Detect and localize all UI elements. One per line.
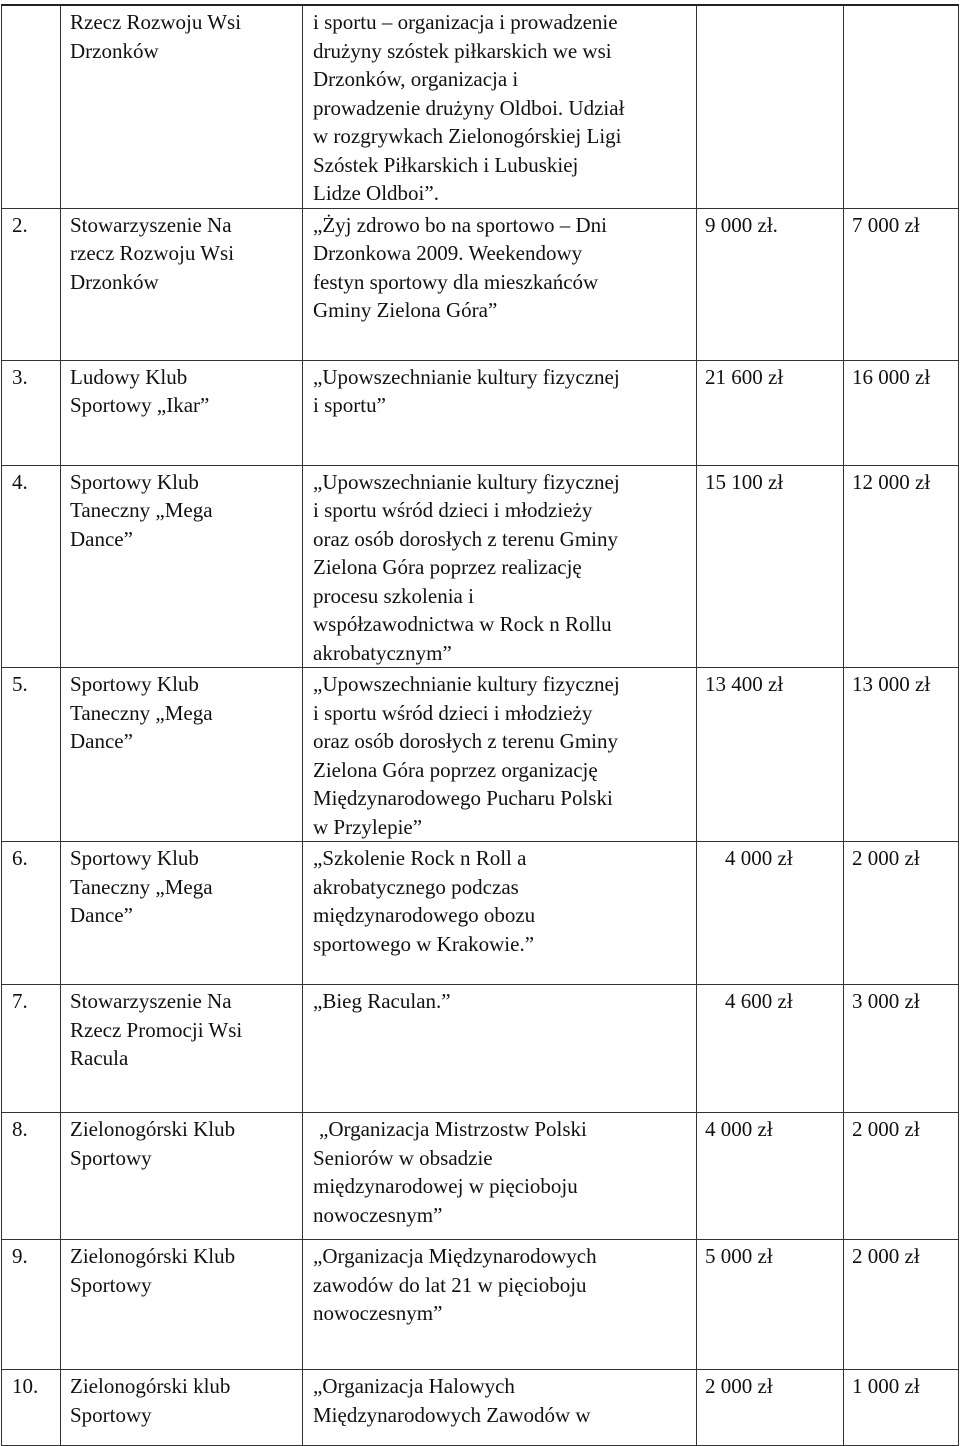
- project-cell: [303, 668, 697, 842]
- granted-amount: [844, 842, 959, 985]
- granted-amount: [844, 1370, 959, 1446]
- project-line: zawodów do lat 21 w pięcioboju: [313, 1272, 587, 1297]
- project-line: „Upowszechnianie kultury fizycznej: [313, 469, 620, 494]
- table-row: [2, 842, 959, 985]
- organization-line: Sportowy Klub: [70, 672, 199, 696]
- row-number-text: 3.: [12, 364, 28, 389]
- granted-amount: [844, 5, 959, 208]
- granted-amount-text: 2 000 zł: [852, 846, 920, 870]
- organization-line: Zielonogórski klub: [70, 1374, 231, 1398]
- project-line: i sportu”: [313, 393, 386, 417]
- project-line: w rozgrywkach Zielonogórskiej Ligi: [313, 124, 622, 148]
- project-line: oraz osób dorosłych z terenu Gminy: [313, 526, 619, 551]
- requested-amount-text: 4 600 zł: [725, 989, 793, 1013]
- row-number-text: 10.: [12, 1374, 39, 1398]
- project-line: w Przylepie”: [313, 814, 423, 839]
- organization-cell: [61, 465, 303, 668]
- row-number-text: 8.: [12, 1117, 28, 1141]
- project-line: „Upowszechnianie kultury fizycznej: [313, 364, 620, 389]
- organization-line: Rzecz Promocji Wsi: [70, 1017, 243, 1042]
- organization-line: Rzecz Rozwoju Wsi: [70, 10, 242, 34]
- granted-amount: [844, 1240, 959, 1370]
- requested-amount-text: 4 000 zł: [705, 1117, 773, 1141]
- requested-amount-text: 13 400 zł: [705, 672, 784, 696]
- organization-cell: [61, 842, 303, 985]
- requested-amount: [697, 5, 844, 208]
- project-line: współzawodnictwa w Rock n Rollu: [313, 612, 612, 636]
- organization-cell: [61, 5, 303, 208]
- row-number: [2, 465, 61, 668]
- project-cell: [303, 465, 697, 668]
- project-line: akrobatycznym”: [313, 640, 452, 665]
- granted-amount-text: 16 000 zł: [852, 364, 931, 389]
- project-line: prowadzenie drużyny Oldboi. Udział: [313, 95, 625, 120]
- requested-amount-text: 5 000 zł: [705, 1244, 773, 1268]
- project-line: Międzynarodowych Zawodów w: [313, 1402, 591, 1427]
- organization-cell: [61, 360, 303, 465]
- requested-amount: [697, 1240, 844, 1370]
- table-row: [2, 5, 959, 208]
- requested-amount: [697, 1370, 844, 1446]
- project-line: Seniorów w obsadzie: [313, 1145, 493, 1170]
- project-line: „Upowszechnianie kultury fizycznej: [313, 672, 620, 696]
- granted-amount-text: 12 000 zł: [852, 469, 931, 494]
- organization-line: Zielonogórski Klub: [70, 1244, 236, 1268]
- project-line: festyn sportowy dla mieszkańców: [313, 269, 599, 294]
- project-cell: [303, 985, 697, 1113]
- granted-amount: [844, 985, 959, 1113]
- row-number-text: 4.: [12, 469, 28, 494]
- project-line: „Organizacja Międzynarodowych: [313, 1244, 597, 1268]
- project-line: „Żyj zdrowo bo na sportowo – Dni: [313, 212, 607, 237]
- table-row: [2, 1370, 959, 1446]
- project-line: Szóstek Piłkarskich i Lubuskiej: [313, 152, 579, 177]
- project-line: „Organizacja Halowych: [313, 1374, 515, 1398]
- table-row: [2, 985, 959, 1113]
- project-cell: [303, 842, 697, 985]
- project-cell: [303, 1370, 697, 1446]
- granted-amount-text: 1 000 zł: [852, 1374, 920, 1398]
- granted-amount: [844, 668, 959, 842]
- table-row: [2, 1240, 959, 1370]
- organization-line: Sportowy „Ikar”: [70, 393, 210, 417]
- table-row: [2, 1113, 959, 1240]
- project-line: i sportu – organizacja i prowadzenie: [313, 10, 618, 34]
- project-line: Zielona Góra poprzez realizację: [313, 555, 582, 579]
- organization-line: Stowarzyszenie Na: [70, 212, 232, 237]
- project-cell: [303, 208, 697, 360]
- project-line: Zielona Góra poprzez organizację: [313, 757, 598, 782]
- organization-line: Sportowy: [70, 1145, 152, 1170]
- organization-line: Zielonogórski Klub: [70, 1117, 236, 1141]
- row-number: [2, 1240, 61, 1370]
- organization-cell: [61, 208, 303, 360]
- organization-line: Drzonków: [70, 38, 159, 63]
- project-line: oraz osób dorosłych z terenu Gminy: [313, 729, 619, 753]
- table-row: [2, 208, 959, 360]
- organization-line: Sportowy: [70, 1272, 152, 1297]
- row-number-text: 7.: [12, 989, 28, 1013]
- row-number: [2, 842, 61, 985]
- organization-line: rzecz Rozwoju Wsi: [70, 241, 235, 265]
- organization-line: Dance”: [70, 526, 133, 551]
- organization-line: Stowarzyszenie Na: [70, 989, 232, 1013]
- granted-amount: [844, 208, 959, 360]
- table-row: [2, 668, 959, 842]
- organization-cell: [61, 668, 303, 842]
- organization-line: Drzonków: [70, 269, 159, 294]
- organization-line: Sportowy Klub: [70, 469, 199, 494]
- row-number-text: 6.: [12, 846, 28, 870]
- project-line: akrobatycznego podczas: [313, 874, 519, 899]
- organization-line: Taneczny „Mega: [70, 498, 213, 522]
- row-number: [2, 1370, 61, 1446]
- requested-amount-text: 21 600 zł: [705, 364, 784, 389]
- requested-amount: [697, 985, 844, 1113]
- project-cell: [303, 1113, 697, 1240]
- granted-amount: [844, 1113, 959, 1240]
- requested-amount-text: 15 100 zł: [705, 469, 784, 494]
- granted-amount-text: 2 000 zł: [852, 1117, 920, 1141]
- project-cell: [303, 5, 697, 208]
- project-line: Gminy Zielona Góra”: [313, 298, 498, 322]
- organization-line: Racula: [70, 1046, 129, 1070]
- organization-line: Taneczny „Mega: [70, 700, 213, 725]
- project-line: Drzonków, organizacja i: [313, 67, 519, 91]
- grants-table: [1, 4, 959, 1446]
- project-line: i sportu wśród dzieci i młodzieży: [313, 498, 593, 522]
- organization-cell: [61, 1370, 303, 1446]
- project-line: „Bieg Raculan.”: [313, 989, 451, 1013]
- granted-amount: [844, 465, 959, 668]
- project-line: „Szkolenie Rock n Roll a: [313, 846, 527, 870]
- requested-amount: [697, 465, 844, 668]
- row-number-text: 5.: [12, 672, 28, 696]
- row-number: [2, 360, 61, 465]
- project-line: międzynarodowego obozu: [313, 903, 536, 927]
- requested-amount-text: 9 000 zł.: [705, 212, 778, 237]
- requested-amount: [697, 842, 844, 985]
- row-number: [2, 668, 61, 842]
- project-line: nowoczesnym”: [313, 1301, 443, 1325]
- requested-amount-text: 2 000 zł: [705, 1374, 773, 1398]
- project-line: Lidze Oldboi”.: [313, 181, 439, 205]
- project-line: Międzynarodowego Pucharu Polski: [313, 786, 613, 810]
- project-line: sportowego w Krakowie.”: [313, 931, 535, 956]
- requested-amount: [697, 360, 844, 465]
- requested-amount: [697, 208, 844, 360]
- row-number-text: 9.: [12, 1244, 28, 1268]
- row-number: [2, 208, 61, 360]
- row-number-text: 2.: [12, 212, 28, 237]
- row-number: [2, 985, 61, 1113]
- organization-line: Sportowy: [70, 1402, 152, 1427]
- organization-line: Ludowy Klub: [70, 364, 188, 389]
- requested-amount: [697, 1113, 844, 1240]
- project-line: drużyny szóstek piłkarskich we wsi: [313, 38, 612, 63]
- granted-amount-text: 3 000 zł: [852, 989, 920, 1013]
- organization-line: Sportowy Klub: [70, 846, 199, 870]
- row-number: [2, 5, 61, 208]
- organization-line: Dance”: [70, 903, 133, 927]
- organization-line: Dance”: [70, 729, 133, 753]
- organization-line: Taneczny „Mega: [70, 874, 213, 899]
- table-row: [2, 465, 959, 668]
- project-line: nowoczesnym”: [313, 1202, 443, 1227]
- project-line: i sportu wśród dzieci i młodzieży: [313, 700, 593, 725]
- project-cell: [303, 1240, 697, 1370]
- granted-amount-text: 2 000 zł: [852, 1244, 920, 1268]
- table-row: [2, 360, 959, 465]
- project-line: Drzonkowa 2009. Weekendowy: [313, 241, 583, 265]
- granted-amount-text: 13 000 zł: [852, 672, 931, 696]
- organization-cell: [61, 1113, 303, 1240]
- project-line: procesu szkolenia i: [313, 583, 474, 608]
- project-line: międzynarodowej w pięcioboju: [313, 1174, 578, 1198]
- requested-amount: [697, 668, 844, 842]
- row-number: [2, 1113, 61, 1240]
- requested-amount-text: 4 000 zł: [725, 846, 793, 870]
- granted-amount-text: 7 000 zł: [852, 212, 920, 237]
- organization-cell: [61, 985, 303, 1113]
- project-line: „Organizacja Mistrzostw Polski: [319, 1117, 587, 1141]
- project-cell: [303, 360, 697, 465]
- granted-amount: [844, 360, 959, 465]
- organization-cell: [61, 1240, 303, 1370]
